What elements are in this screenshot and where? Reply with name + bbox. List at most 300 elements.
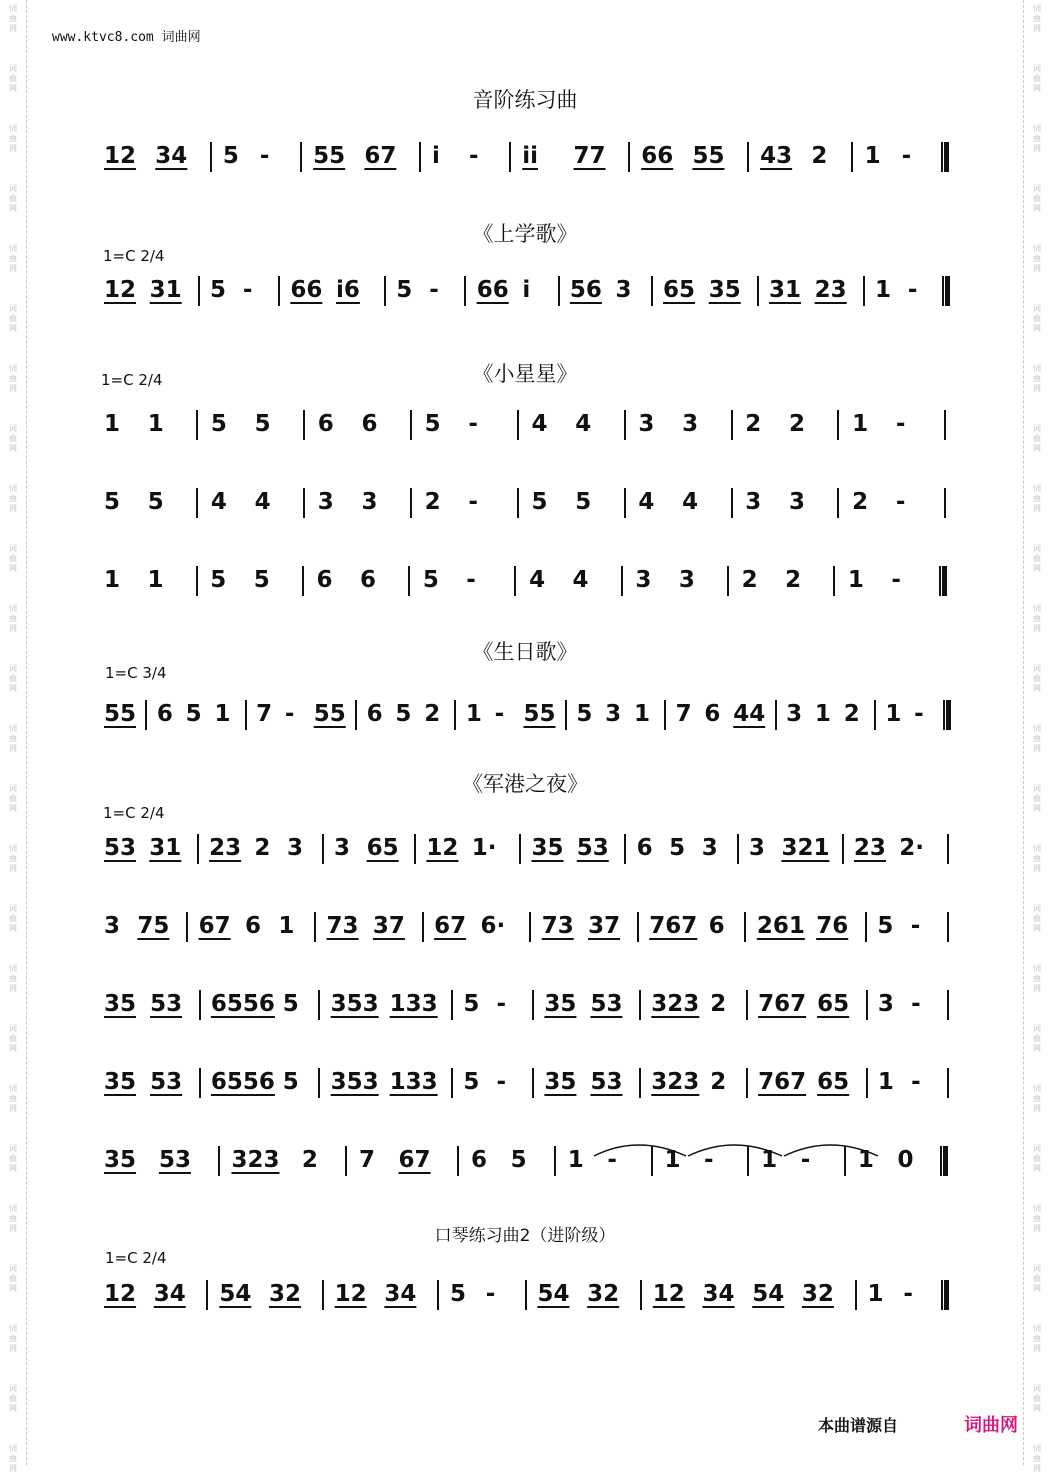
- key-birthday-song: 1=C 3/4: [105, 664, 167, 682]
- note: 6: [244, 913, 261, 939]
- watermark-mark: 词 曲 网: [9, 604, 17, 633]
- notation-line: [100, 834, 955, 874]
- bar-line: [322, 1280, 324, 1310]
- note: 3: [788, 489, 805, 515]
- bar-line: [746, 1068, 748, 1098]
- note: 73: [326, 913, 359, 939]
- note: 31: [149, 835, 182, 861]
- watermark-mark: 词 曲 网: [1033, 784, 1041, 813]
- hold-dash: -: [914, 701, 924, 727]
- note: 4: [531, 411, 548, 437]
- note: 65: [817, 991, 850, 1017]
- note: 4: [638, 489, 655, 515]
- footer-brand: 词曲网: [964, 1415, 1018, 1436]
- final-bar-line: [942, 276, 950, 306]
- note: 55: [523, 701, 556, 727]
- note: 323: [231, 1147, 280, 1173]
- watermark-mark: 词 曲 网: [1033, 364, 1041, 393]
- note: 23: [814, 277, 847, 303]
- note: 66: [476, 277, 509, 303]
- bar-line: [866, 1068, 868, 1098]
- note: 323: [651, 991, 700, 1017]
- note: 3: [748, 835, 765, 861]
- note: 4: [529, 567, 546, 593]
- note: 1: [864, 143, 881, 169]
- note: 6556: [210, 1069, 275, 1095]
- bar-line: [314, 912, 316, 942]
- bar-line: [408, 566, 410, 596]
- note: 53: [150, 1069, 183, 1095]
- note: 6: [360, 567, 377, 593]
- note: 6: [636, 835, 653, 861]
- notation-line: [100, 488, 955, 528]
- notation-line: [100, 1068, 955, 1108]
- notation-line: [100, 912, 955, 952]
- note: 34: [702, 1281, 735, 1307]
- note: 2: [424, 701, 441, 727]
- note: 43: [760, 143, 793, 169]
- bar-line: [414, 834, 416, 864]
- bar-line: [517, 488, 519, 518]
- hold-dash: -: [895, 489, 906, 515]
- note: i6: [336, 277, 360, 303]
- note: 1: [104, 567, 121, 593]
- note: 5: [463, 1069, 480, 1095]
- watermark-mark: 词 曲 网: [1033, 1024, 1041, 1053]
- watermark-mark: 词 曲 网: [1033, 184, 1041, 213]
- note: 53: [590, 1069, 623, 1095]
- note: 66: [641, 143, 674, 169]
- hold-dash: -: [704, 1147, 714, 1173]
- note: 67: [198, 913, 231, 939]
- note: i: [522, 277, 531, 303]
- bar-line: [833, 566, 835, 596]
- bar-line: [624, 410, 626, 440]
- bar-line: [517, 410, 519, 440]
- bar-line: [278, 276, 280, 306]
- bar-line: [944, 410, 946, 440]
- bar-line: [874, 700, 876, 730]
- note: 1: [465, 701, 482, 727]
- note: 76: [816, 913, 849, 939]
- note: 65: [663, 277, 696, 303]
- bar-line: [664, 700, 666, 730]
- watermark-mark: 词 曲 网: [9, 304, 17, 333]
- bar-line: [437, 1280, 439, 1310]
- note: 2: [811, 143, 828, 169]
- note: 32: [269, 1281, 302, 1307]
- bar-line: [196, 488, 198, 518]
- bar-line: [410, 488, 412, 518]
- note: 5: [282, 991, 299, 1017]
- bar-line: [621, 566, 623, 596]
- note: 5: [531, 489, 548, 515]
- hold-dash: -: [466, 567, 476, 593]
- bar-line: [519, 834, 521, 864]
- note: 1: [877, 1069, 894, 1095]
- note: 2: [788, 411, 805, 437]
- note: 1: [633, 701, 650, 727]
- note: 5: [104, 489, 121, 515]
- bar-line: [410, 410, 412, 440]
- note: 5: [210, 567, 227, 593]
- note: 2: [254, 835, 271, 861]
- note: 767: [758, 991, 807, 1017]
- bar-line: [303, 488, 305, 518]
- watermark-mark: 词 曲 网: [9, 4, 17, 33]
- note: 5: [147, 489, 164, 515]
- note: 1: [567, 1147, 584, 1173]
- watermark-mark: 词 曲 网: [9, 664, 17, 693]
- note: 32: [587, 1281, 620, 1307]
- note: 261: [756, 913, 805, 939]
- title-birthday-song: 《生日歌》: [472, 640, 578, 664]
- watermark-mark: 词 曲 网: [9, 1024, 17, 1053]
- note: 3: [605, 701, 622, 727]
- bar-line: [757, 276, 759, 306]
- note: 2: [710, 991, 727, 1017]
- bar-line: [837, 488, 839, 518]
- bar-line: [731, 488, 733, 518]
- hold-dash: -: [468, 489, 478, 515]
- bar-line: [199, 1068, 201, 1098]
- key-harbor-night: 1=C 2/4: [103, 804, 165, 822]
- note: 6·: [480, 913, 506, 939]
- watermark-mark: 词 曲 网: [1033, 664, 1041, 693]
- note: 53: [576, 835, 609, 861]
- note: 353: [330, 991, 379, 1017]
- note: 5: [395, 701, 412, 727]
- bar-line: [318, 990, 320, 1020]
- note: 12: [426, 835, 459, 861]
- note: 5: [424, 411, 441, 437]
- note: 1: [147, 567, 164, 593]
- note: 5: [576, 701, 593, 727]
- note: 55: [313, 701, 346, 727]
- bar-line: [303, 410, 305, 440]
- note: 1: [278, 913, 295, 939]
- bar-line: [509, 142, 511, 172]
- note: 1: [857, 1147, 874, 1173]
- note: 23: [853, 835, 886, 861]
- bar-line: [947, 834, 949, 864]
- note: 35: [104, 1147, 137, 1173]
- note: 35: [708, 277, 741, 303]
- note: 3: [678, 567, 695, 593]
- bar-line: [322, 834, 324, 864]
- bar-line: [210, 142, 212, 172]
- watermark-mark: 词 曲 网: [1033, 1084, 1041, 1113]
- note: 5: [575, 489, 592, 515]
- note: 6: [156, 701, 173, 727]
- watermark-mark: 词 曲 网: [9, 904, 17, 933]
- watermark-mark: 词 曲 网: [1033, 1144, 1041, 1173]
- watermark-mark: 词 曲 网: [1033, 4, 1041, 33]
- note: 1: [664, 1147, 681, 1173]
- note: 6: [471, 1147, 488, 1173]
- hold-dash: -: [911, 1069, 921, 1095]
- bar-line: [451, 1068, 453, 1098]
- note: 12: [104, 277, 137, 303]
- note: 35: [104, 991, 137, 1017]
- watermark-mark: 词 曲 网: [9, 1084, 17, 1113]
- note: 7: [358, 1147, 375, 1173]
- bar-line: [302, 566, 304, 596]
- note: 3: [361, 489, 378, 515]
- hold-dash: -: [901, 143, 912, 169]
- note: 5: [254, 411, 271, 437]
- key-school-song: 1=C 2/4: [103, 247, 165, 265]
- note: 32: [801, 1281, 834, 1307]
- hold-dash: -: [903, 1281, 913, 1307]
- watermark-mark: 词 曲 网: [1033, 904, 1041, 933]
- note: 2: [785, 567, 802, 593]
- watermark-mark: 词 曲 网: [1033, 124, 1041, 153]
- note: 37: [588, 913, 621, 939]
- note: 35: [544, 991, 577, 1017]
- note: 66: [290, 277, 323, 303]
- title-harmonica-exercise: 口琴练习曲2（进阶级）: [434, 1226, 616, 1246]
- note: 53: [158, 1147, 191, 1173]
- note: 67: [364, 143, 397, 169]
- bar-line: [842, 834, 844, 864]
- key-little-star: 1=C 2/4: [101, 371, 163, 389]
- note: 55: [104, 701, 137, 727]
- bar-line: [532, 1068, 534, 1098]
- title-little-star: 《小星星》: [472, 362, 578, 386]
- bar-line: [637, 912, 639, 942]
- watermark-mark: 词 曲 网: [9, 964, 17, 993]
- bar-line: [245, 700, 247, 730]
- watermark-mark: 词 曲 网: [9, 124, 17, 153]
- note: 53: [150, 991, 183, 1017]
- hold-dash: -: [494, 701, 505, 727]
- note: 54: [219, 1281, 252, 1307]
- note: 1: [874, 277, 891, 303]
- note: 53: [590, 991, 623, 1017]
- note: 12: [334, 1281, 367, 1307]
- note: 34: [155, 143, 188, 169]
- site-label: www.ktvc8.com 词曲网: [52, 30, 201, 45]
- note: 5: [185, 701, 202, 727]
- watermark-mark: 词 曲 网: [9, 1444, 17, 1473]
- note: 34: [153, 1281, 186, 1307]
- notation-line: [100, 990, 955, 1030]
- note: 2: [852, 489, 869, 515]
- note: ii: [522, 143, 539, 169]
- bar-line: [737, 834, 739, 864]
- final-bar-line: [939, 566, 947, 596]
- watermark-mark: 词 曲 网: [9, 424, 17, 453]
- note: 35: [104, 1069, 137, 1095]
- note: 4: [572, 567, 589, 593]
- watermark-mark: 词 曲 网: [1033, 964, 1041, 993]
- notation-line: [100, 142, 955, 182]
- note: 3: [615, 277, 632, 303]
- notation-line: [100, 1280, 955, 1320]
- note: 767: [758, 1069, 807, 1095]
- note: 3: [682, 411, 699, 437]
- note: 1: [847, 567, 864, 593]
- bar-line: [863, 276, 865, 306]
- hold-dash: -: [429, 277, 439, 303]
- watermark-mark: 词 曲 网: [9, 844, 17, 873]
- watermark-mark: 词 曲 网: [9, 364, 17, 393]
- final-bar-line: [941, 1280, 949, 1310]
- note: 1: [104, 411, 121, 437]
- bar-line: [196, 410, 198, 440]
- note: 1·: [471, 835, 497, 861]
- note: 65: [366, 835, 399, 861]
- bar-line: [454, 700, 456, 730]
- note: 1: [214, 701, 231, 727]
- bar-line: [640, 1280, 642, 1310]
- bar-line: [947, 990, 949, 1020]
- bar-line: [419, 142, 421, 172]
- final-bar-line: [941, 142, 949, 172]
- note: 6: [366, 701, 383, 727]
- note: 12: [104, 1281, 137, 1307]
- note: 55: [692, 143, 725, 169]
- note: 67: [398, 1147, 431, 1173]
- bar-line: [731, 410, 733, 440]
- bar-line: [199, 990, 201, 1020]
- note: 5: [510, 1147, 527, 1173]
- bar-line: [218, 1146, 220, 1176]
- note: 6556: [210, 991, 275, 1017]
- watermark-mark: 词 曲 网: [1033, 1204, 1041, 1233]
- watermark-mark: 词 曲 网: [9, 184, 17, 213]
- hold-dash: -: [485, 1281, 496, 1307]
- bar-line: [345, 1146, 347, 1176]
- bar-line: [196, 566, 198, 596]
- bar-line: [355, 700, 357, 730]
- note: 767: [649, 913, 698, 939]
- bar-line: [947, 912, 949, 942]
- note: 1: [885, 701, 902, 727]
- watermark-mark: 词 曲 网: [1033, 64, 1041, 93]
- note: 3: [786, 701, 803, 727]
- note: 133: [389, 1069, 438, 1095]
- note: 4: [682, 489, 699, 515]
- bar-line: [727, 566, 729, 596]
- note: 6: [317, 411, 334, 437]
- bar-line: [384, 276, 386, 306]
- note: 5: [877, 913, 894, 939]
- bar-line: [944, 488, 946, 518]
- note: 5: [422, 567, 439, 593]
- note: 3: [104, 913, 121, 939]
- note: 1: [761, 1147, 778, 1173]
- bar-line: [565, 700, 567, 730]
- bar-line: [746, 990, 748, 1020]
- bar-line: [451, 990, 453, 1020]
- note: 2: [745, 411, 762, 437]
- note: 31: [149, 277, 182, 303]
- note: 5: [396, 277, 413, 303]
- watermark-mark: 词 曲 网: [1033, 604, 1041, 633]
- note: 3: [745, 489, 762, 515]
- final-bar-line: [940, 1146, 948, 1176]
- watermark-mark: 词 曲 网: [1033, 844, 1041, 873]
- note: 4: [575, 411, 592, 437]
- title-scale-exercise: 音阶练习曲: [472, 88, 578, 112]
- bar-line: [198, 276, 200, 306]
- bar-line: [651, 276, 653, 306]
- hold-dash: -: [468, 411, 478, 437]
- bar-line: [300, 142, 302, 172]
- watermark-mark: 词 曲 网: [1033, 1384, 1041, 1413]
- note: 2·: [899, 835, 924, 861]
- bar-line: [624, 834, 626, 864]
- bar-line: [639, 990, 641, 1020]
- watermark-mark: 词 曲 网: [1033, 1324, 1041, 1353]
- note: 73: [541, 913, 574, 939]
- hold-dash: -: [800, 1147, 811, 1173]
- note: 6: [704, 701, 721, 727]
- hold-dash: -: [496, 1069, 507, 1095]
- note: 5: [463, 991, 480, 1017]
- bar-line: [628, 142, 630, 172]
- note: 3: [701, 835, 718, 861]
- note: 3: [334, 835, 351, 861]
- note: 65: [817, 1069, 850, 1095]
- bar-line: [186, 912, 188, 942]
- bar-line: [558, 276, 560, 306]
- note: 6: [708, 913, 725, 939]
- bar-line: [639, 1068, 641, 1098]
- bar-line: [947, 1068, 949, 1098]
- watermark-mark: 词 曲 网: [1033, 244, 1041, 273]
- note: 3: [635, 567, 652, 593]
- note: 7: [675, 701, 692, 727]
- note: 75: [137, 913, 170, 939]
- watermark-mark: 词 曲 网: [1033, 724, 1041, 753]
- final-bar-line: [943, 700, 951, 730]
- note: 2: [710, 1069, 727, 1095]
- watermark-mark: 词 曲 网: [1033, 484, 1041, 513]
- bar-line: [837, 410, 839, 440]
- note: 3: [638, 411, 655, 437]
- watermark-mark: 词 曲 网: [1033, 1264, 1041, 1293]
- bar-line: [747, 142, 749, 172]
- watermark-mark: 词 曲 网: [1033, 424, 1041, 453]
- note: 31: [769, 277, 802, 303]
- bar-line: [514, 566, 516, 596]
- bar-line: [855, 1280, 857, 1310]
- note: 5: [209, 277, 226, 303]
- note: 133: [389, 991, 438, 1017]
- note: 12: [652, 1281, 685, 1307]
- note: 3: [317, 489, 334, 515]
- note: 35: [531, 835, 564, 861]
- note: 5: [253, 567, 270, 593]
- watermark-mark: 词 曲 网: [9, 1384, 17, 1413]
- hold-dash: -: [911, 991, 921, 1017]
- bar-line: [145, 700, 147, 730]
- bar-line: [457, 1146, 459, 1176]
- note: 1: [867, 1281, 884, 1307]
- bar-line: [525, 1280, 527, 1310]
- note: 0: [897, 1147, 914, 1173]
- note: 67: [434, 913, 467, 939]
- note: 2: [843, 701, 860, 727]
- note: 2: [424, 489, 441, 515]
- bar-line: [529, 912, 531, 942]
- hold-dash: -: [468, 143, 479, 169]
- note: 5: [449, 1281, 466, 1307]
- watermark-mark: 词 曲 网: [9, 244, 17, 273]
